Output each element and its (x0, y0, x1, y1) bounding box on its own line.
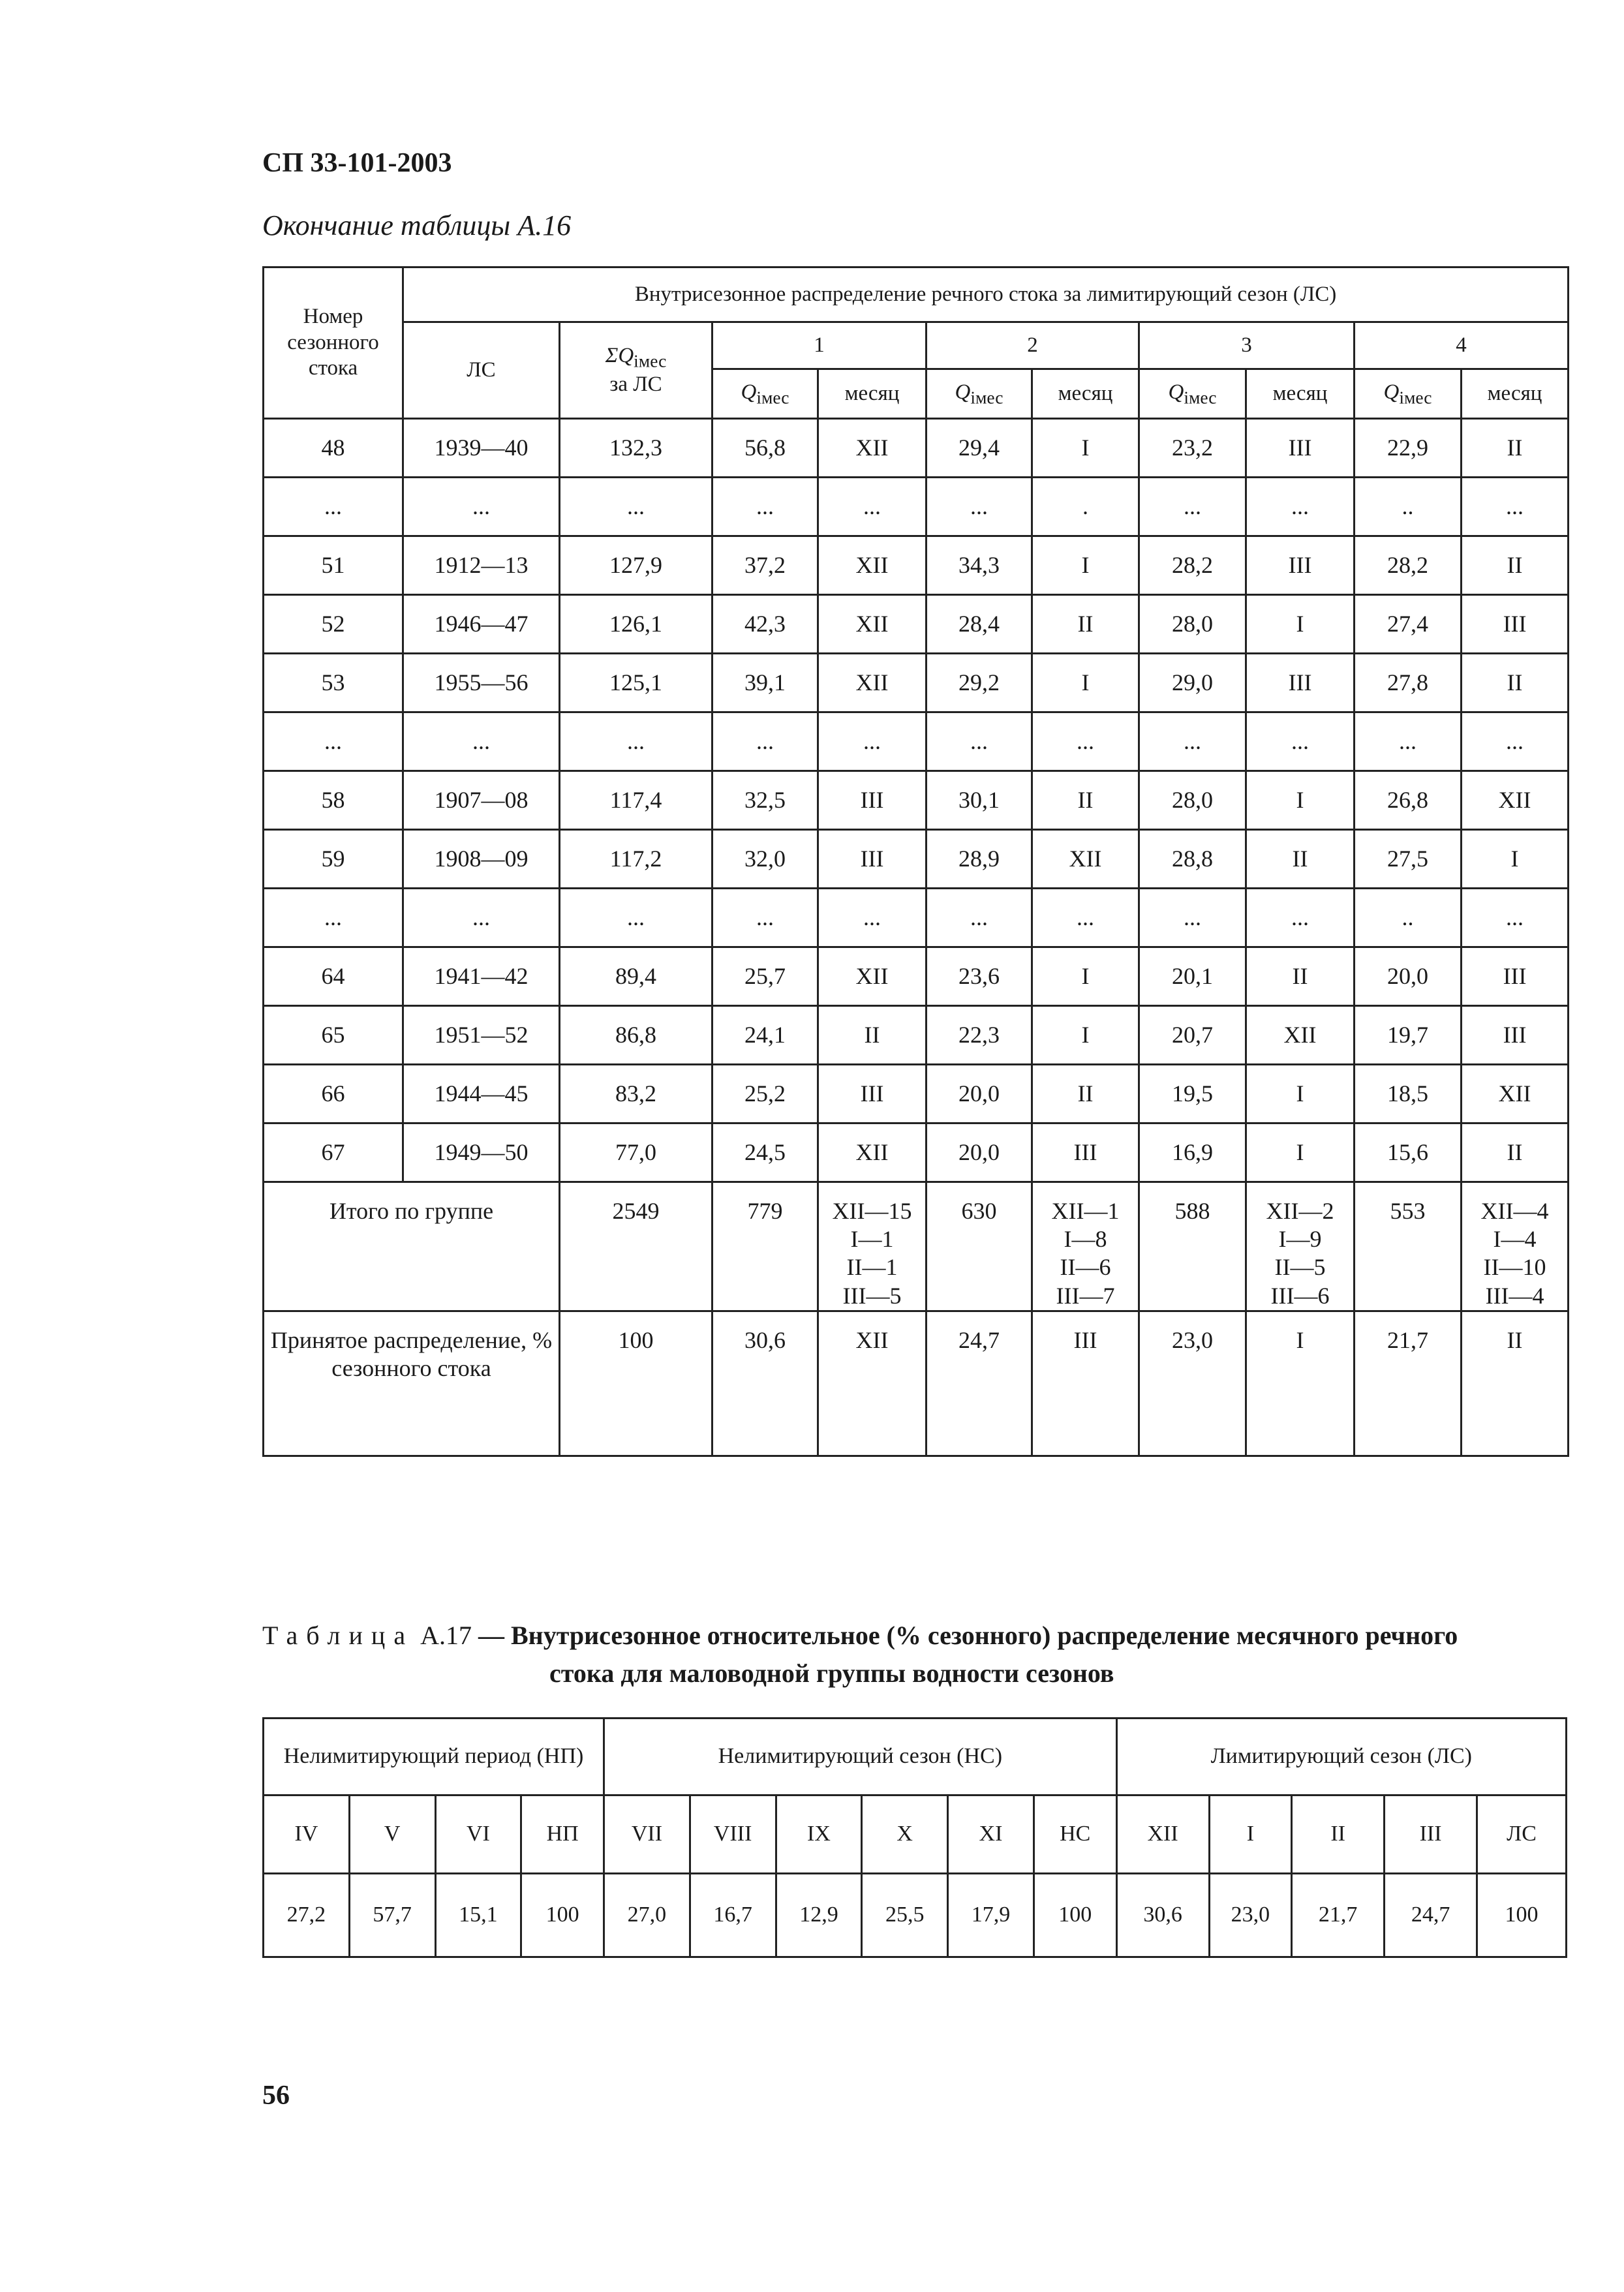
total-q1: 779 (712, 1182, 818, 1311)
a17-months-row (264, 1795, 1567, 1874)
table-cell: 20,0 (1355, 947, 1462, 1006)
table-cell: XII (1246, 1006, 1355, 1065)
accepted-cell: III (1032, 1311, 1139, 1456)
table-cell: 1941—42 (403, 947, 560, 1006)
table-cell: 18,5 (1355, 1065, 1462, 1123)
table-cell: ... (1246, 889, 1355, 947)
month-value: 16,7 (690, 1874, 776, 1957)
month-value: 12,9 (776, 1874, 862, 1957)
table-cell: ... (264, 889, 403, 947)
table-cell: ... (927, 712, 1032, 771)
table-cell: 34,3 (927, 536, 1032, 595)
month-value: 24,7 (1385, 1874, 1477, 1957)
table-cell: I (1032, 419, 1139, 478)
month-value: 17,9 (948, 1874, 1034, 1957)
season-number-2: 2 (927, 322, 1139, 369)
month-value: 25,5 (862, 1874, 948, 1957)
sum-symbol: ΣQ (605, 343, 634, 367)
month-header: XI (948, 1795, 1034, 1874)
table-cell: 67 (264, 1123, 403, 1182)
table-cell: 125,1 (560, 654, 712, 712)
table-cell: 20,7 (1139, 1006, 1246, 1065)
table-cell: .. (1355, 478, 1462, 536)
month-header: НП (521, 1795, 604, 1874)
total-q3: 588 (1139, 1182, 1246, 1311)
table-row (264, 478, 1569, 536)
table-cell: . (1032, 478, 1139, 536)
table-cell: I (1462, 830, 1569, 889)
table-cell: ... (1032, 889, 1139, 947)
month-header: V (349, 1795, 435, 1874)
total-m1: XII—15 I—1 II—1 III—5 (818, 1182, 927, 1311)
table-row (264, 830, 1569, 889)
table-continuation-title: Окончание таблицы А.16 (262, 209, 572, 241)
month-header: IV (264, 1795, 350, 1874)
table-cell: XII (818, 1123, 927, 1182)
table-cell: I (1032, 947, 1139, 1006)
table-cell: 28,2 (1139, 536, 1246, 595)
table-a17-caption (262, 1617, 1567, 1692)
month-header: VI (435, 1795, 521, 1874)
month-header: X (862, 1795, 948, 1874)
table-cell: 22,9 (1355, 419, 1462, 478)
table-cell: I (1246, 595, 1355, 654)
table-cell: 24,5 (712, 1123, 818, 1182)
table-row (264, 595, 1569, 654)
table-row (264, 947, 1569, 1006)
a17-values-row (264, 1874, 1567, 1957)
table-cell: 1912—13 (403, 536, 560, 595)
table-cell: 117,2 (560, 830, 712, 889)
accepted-label: Принятое распределение, % сезонного стока (264, 1311, 560, 1456)
month-header: XII (1116, 1795, 1209, 1874)
table-cell: II (1462, 419, 1569, 478)
table-cell: 28,0 (1139, 771, 1246, 830)
table-cell: 25,2 (712, 1065, 818, 1123)
table-cell: 39,1 (712, 654, 818, 712)
table-row (264, 771, 1569, 830)
table-cell: 28,8 (1139, 830, 1246, 889)
table-cell: 30,1 (927, 771, 1032, 830)
table-cell: ... (1355, 712, 1462, 771)
table-cell: 29,2 (927, 654, 1032, 712)
table-cell: ... (818, 889, 927, 947)
table-cell: I (1032, 1006, 1139, 1065)
sum-tail: за ЛС (609, 372, 662, 396)
table-cell: 29,0 (1139, 654, 1246, 712)
accepted-row (264, 1311, 1569, 1456)
table-cell: 29,4 (927, 419, 1032, 478)
table-cell: ... (264, 712, 403, 771)
month-header: II (1292, 1795, 1385, 1874)
table-cell: III (1246, 536, 1355, 595)
table-cell: II (818, 1006, 927, 1065)
col-header-q3: $Q_{iмес}$ (1139, 369, 1246, 419)
a17-group-row (264, 1719, 1567, 1795)
table-cell: ... (1462, 478, 1569, 536)
table-cell: 42,3 (712, 595, 818, 654)
table-cell: XII (1462, 771, 1569, 830)
table-cell: 86,8 (560, 1006, 712, 1065)
col-header-month3: месяц (1246, 369, 1355, 419)
group-limiting-season: Лимитирующий сезон (ЛС) (1116, 1719, 1566, 1795)
table-cell: III (1462, 947, 1569, 1006)
table-cell: 27,8 (1355, 654, 1462, 712)
month-value: 100 (521, 1874, 604, 1957)
table-cell: ... (927, 889, 1032, 947)
table-cell: 127,9 (560, 536, 712, 595)
accepted-cell: 30,6 (712, 1311, 818, 1456)
table-cell: III (818, 1065, 927, 1123)
season-number-1: 1 (712, 322, 927, 369)
accepted-cell: 100 (560, 1311, 712, 1456)
table-cell: ... (927, 478, 1032, 536)
accepted-cell: 24,7 (927, 1311, 1032, 1456)
table-cell: 1946—47 (403, 595, 560, 654)
col-header-q4: $Q_{iмес}$ (1355, 369, 1462, 419)
month-value: 23,0 (1209, 1874, 1292, 1957)
table-cell: 19,5 (1139, 1065, 1246, 1123)
table-cell: 16,9 (1139, 1123, 1246, 1182)
table-cell: ... (712, 478, 818, 536)
table-cell: 37,2 (712, 536, 818, 595)
table-cell: 132,3 (560, 419, 712, 478)
table-cell: ... (560, 712, 712, 771)
table-cell: 1907—08 (403, 771, 560, 830)
table-cell: XII (818, 654, 927, 712)
table-cell: ... (264, 478, 403, 536)
table-cell: II (1032, 771, 1139, 830)
table-cell: I (1246, 771, 1355, 830)
table-cell: 27,4 (1355, 595, 1462, 654)
col-header-q2: $Q_{iмес}$ (927, 369, 1032, 419)
month-value: 15,1 (435, 1874, 521, 1957)
month-value: 27,2 (264, 1874, 350, 1957)
total-m4: XII—4 I—4 II—10 III—4 (1462, 1182, 1569, 1311)
table-cell: ... (403, 478, 560, 536)
month-value: 21,7 (1292, 1874, 1385, 1957)
month-value: 100 (1034, 1874, 1116, 1957)
table-cell: ... (1139, 712, 1246, 771)
table-cell: 32,0 (712, 830, 818, 889)
month-header: IX (776, 1795, 862, 1874)
col-header-month4: месяц (1462, 369, 1569, 419)
table-row (264, 536, 1569, 595)
total-q4: 553 (1355, 1182, 1462, 1311)
table-row (264, 1123, 1569, 1182)
caption-text-2: стока для маловодной группы водности сезонов (549, 1658, 1114, 1688)
table-cell: 77,0 (560, 1123, 712, 1182)
table-cell: 126,1 (560, 595, 712, 654)
table-cell: 20,1 (1139, 947, 1246, 1006)
table-cell: 89,4 (560, 947, 712, 1006)
month-value: 30,6 (1116, 1874, 1209, 1957)
month-value: 100 (1477, 1874, 1567, 1957)
table-cell: XII (818, 419, 927, 478)
season-number-4: 4 (1355, 322, 1569, 369)
table-cell: 1949—50 (403, 1123, 560, 1182)
table-cell: ... (1462, 712, 1569, 771)
table-cell: III (1246, 419, 1355, 478)
header-row-1 (264, 267, 1569, 322)
table-cell: 28,2 (1355, 536, 1462, 595)
table-cell: XII (1462, 1065, 1569, 1123)
table-cell: 83,2 (560, 1065, 712, 1123)
table-cell: III (1462, 595, 1569, 654)
col-header-sum (560, 322, 712, 419)
table-cell: I (1246, 1123, 1355, 1182)
table-cell: 1955—56 (403, 654, 560, 712)
caption-word-table: Таблица (262, 1621, 414, 1650)
table-cell: ... (818, 712, 927, 771)
table-cell: 1908—09 (403, 830, 560, 889)
month-header: VIII (690, 1795, 776, 1874)
document-code: СП 33-101-2003 (262, 148, 452, 178)
table-cell: 51 (264, 536, 403, 595)
col-header-ls: ЛС (403, 322, 560, 419)
table-cell: 53 (264, 654, 403, 712)
caption-text-1: — Внутрисезонное относительное (% сезонного) распределение месячного речного (478, 1621, 1458, 1650)
table-cell: 22,3 (927, 1006, 1032, 1065)
month-value: 27,0 (604, 1874, 690, 1957)
table-cell: 117,4 (560, 771, 712, 830)
table-cell: ... (1246, 712, 1355, 771)
table-cell: ... (712, 712, 818, 771)
table-cell: II (1032, 1065, 1139, 1123)
total-row (264, 1182, 1569, 1311)
month-header: НС (1034, 1795, 1116, 1874)
table-cell: ... (1246, 478, 1355, 536)
table-cell: 25,7 (712, 947, 818, 1006)
table-cell: XII (818, 947, 927, 1006)
table-cell: ... (712, 889, 818, 947)
table-cell: III (818, 771, 927, 830)
table-row (264, 889, 1569, 947)
table-cell: 64 (264, 947, 403, 1006)
table-cell: 24,1 (712, 1006, 818, 1065)
col-header-q1: $Q_{iмес}$ (712, 369, 818, 419)
table-cell: II (1462, 654, 1569, 712)
page-number: 56 (262, 2081, 290, 2111)
group-nonlimiting-period: Нелимитирующий период (НП) (264, 1719, 604, 1795)
table-row (264, 712, 1569, 771)
table-cell: 58 (264, 771, 403, 830)
table-cell: 48 (264, 419, 403, 478)
table-cell: 26,8 (1355, 771, 1462, 830)
header-row-2 (264, 322, 1569, 369)
table-cell: III (1246, 654, 1355, 712)
table-a17 (262, 1717, 1567, 1958)
table-cell: 56,8 (712, 419, 818, 478)
table-cell: 65 (264, 1006, 403, 1065)
table-cell: 20,0 (927, 1065, 1032, 1123)
col-header-month1: месяц (818, 369, 927, 419)
table-row (264, 1065, 1569, 1123)
month-header: ЛС (1477, 1795, 1567, 1874)
group-header: Внутрисезонное распределение речного стока за лимитирующий сезон (ЛС) (403, 267, 1569, 322)
table-cell: 23,2 (1139, 419, 1246, 478)
sum-subscript: iмес (634, 350, 667, 371)
table-cell: 1939—40 (403, 419, 560, 478)
table-row (264, 654, 1569, 712)
table-cell: 32,5 (712, 771, 818, 830)
table-cell: ... (1462, 889, 1569, 947)
table-cell: II (1462, 536, 1569, 595)
table-cell: ... (1139, 478, 1246, 536)
total-m2: XII—1 I—8 II—6 III—7 (1032, 1182, 1139, 1311)
table-cell: III (1032, 1123, 1139, 1182)
table-cell: 19,7 (1355, 1006, 1462, 1065)
accepted-cell: II (1462, 1311, 1569, 1456)
table-cell: II (1246, 830, 1355, 889)
table-row (264, 1006, 1569, 1065)
accepted-cell: 23,0 (1139, 1311, 1246, 1456)
table-cell: ... (1139, 889, 1246, 947)
group-nonlimiting-season: Нелимитирующий сезон (НС) (604, 1719, 1117, 1795)
table-cell: 28,0 (1139, 595, 1246, 654)
table-cell: XII (818, 595, 927, 654)
table-cell: 23,6 (927, 947, 1032, 1006)
table-cell: XII (1032, 830, 1139, 889)
col-header-month2: месяц (1032, 369, 1139, 419)
table-cell: III (818, 830, 927, 889)
table-cell: ... (403, 712, 560, 771)
accepted-cell: 21,7 (1355, 1311, 1462, 1456)
table-cell: 59 (264, 830, 403, 889)
table-cell: ... (818, 478, 927, 536)
table-cell: III (1462, 1006, 1569, 1065)
caption-number: А.17 (420, 1621, 472, 1650)
table-cell: ... (560, 478, 712, 536)
table-cell: ... (1032, 712, 1139, 771)
season-number-3: 3 (1139, 322, 1355, 369)
table-cell: I (1032, 654, 1139, 712)
total-sum: 2549 (560, 1182, 712, 1311)
month-header: III (1385, 1795, 1477, 1874)
table-cell: 27,5 (1355, 830, 1462, 889)
table-cell: II (1462, 1123, 1569, 1182)
table-cell: 66 (264, 1065, 403, 1123)
table-cell: .. (1355, 889, 1462, 947)
table-cell: I (1032, 536, 1139, 595)
accepted-cell: I (1246, 1311, 1355, 1456)
accepted-cell: XII (818, 1311, 927, 1456)
col-header-number: Номер сезонного стока (264, 267, 403, 419)
month-value: 57,7 (349, 1874, 435, 1957)
table-a16 (262, 266, 1569, 1457)
table-cell: 1944—45 (403, 1065, 560, 1123)
month-header: I (1209, 1795, 1292, 1874)
table-row (264, 419, 1569, 478)
table-cell: 1951—52 (403, 1006, 560, 1065)
table-cell: ... (403, 889, 560, 947)
table-cell: ... (560, 889, 712, 947)
total-q2: 630 (927, 1182, 1032, 1311)
table-cell: 20,0 (927, 1123, 1032, 1182)
table-cell: 28,9 (927, 830, 1032, 889)
table-cell: 28,4 (927, 595, 1032, 654)
table-cell: II (1032, 595, 1139, 654)
table-cell: 52 (264, 595, 403, 654)
table-cell: XII (818, 536, 927, 595)
total-m3: XII—2 I—9 II—5 III—6 (1246, 1182, 1355, 1311)
table-cell: I (1246, 1065, 1355, 1123)
table-cell: 15,6 (1355, 1123, 1462, 1182)
table-cell: II (1246, 947, 1355, 1006)
total-label: Итого по группе (264, 1182, 560, 1311)
month-header: VII (604, 1795, 690, 1874)
